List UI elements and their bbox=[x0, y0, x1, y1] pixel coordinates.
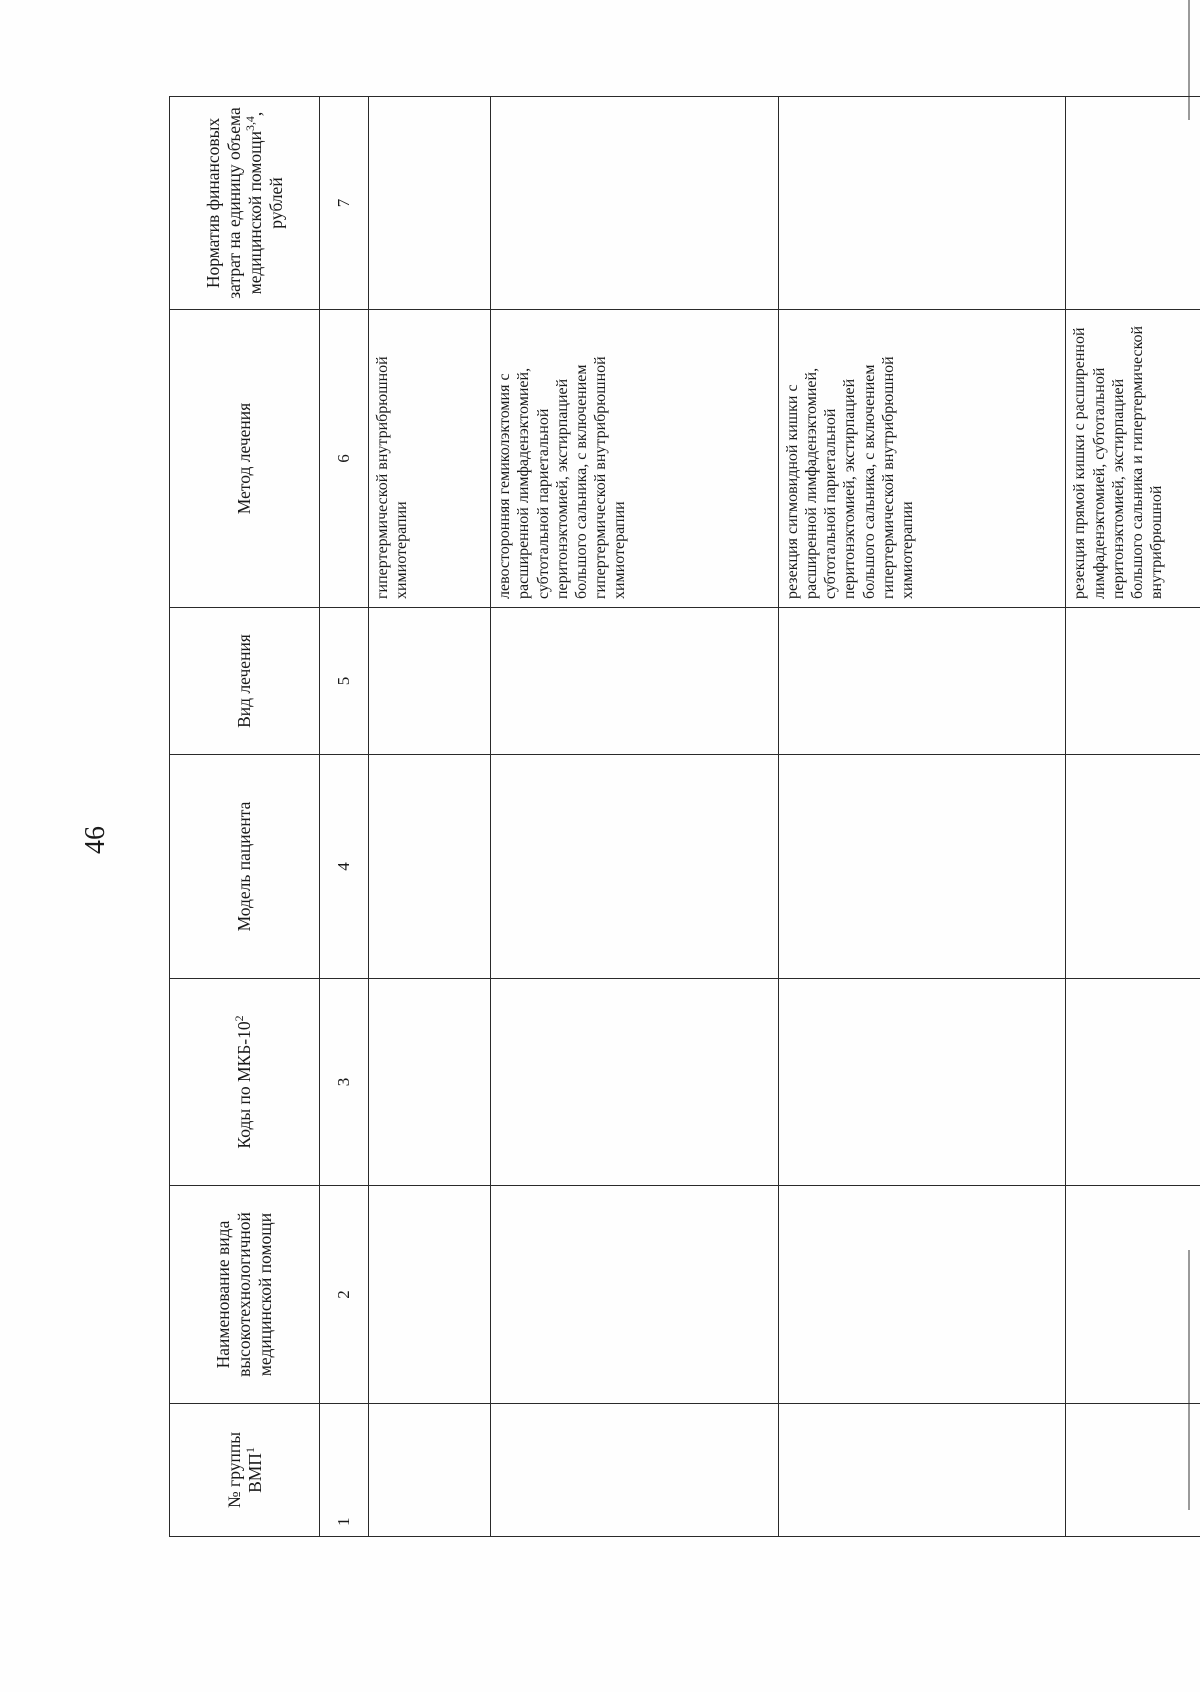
cell-patient-model bbox=[490, 754, 778, 978]
cell-icd10-codes bbox=[368, 978, 491, 1185]
header-icd10-codes: Коды по МКБ-$10^2$ bbox=[169, 978, 319, 1185]
cell-treatment-method: левосторонняя гемиколэктомия с расширенной лимфаденэктомией, субтотальной париетальной перитонэктомией, экстирпацией большого сальника, с включением гипертермической внутрибрюшной химиотерапии bbox=[490, 309, 778, 607]
cell-cost-norm bbox=[778, 96, 1066, 309]
cell-group-number bbox=[368, 1403, 491, 1536]
cell-icd10-codes bbox=[1065, 978, 1200, 1185]
cell-icd10-codes bbox=[490, 978, 778, 1185]
column-number: 4 bbox=[319, 754, 368, 978]
cell-treatment-type bbox=[1065, 607, 1200, 754]
cell-care-type-name bbox=[778, 1185, 1066, 1403]
cell-cost-norm bbox=[490, 96, 778, 309]
column-number-row bbox=[319, 96, 368, 1536]
header-care-type-name: Наименование вида высокотехнологичной медицинской помощи bbox=[169, 1185, 319, 1403]
cell-treatment-type bbox=[368, 607, 491, 754]
column-number: 6 bbox=[319, 309, 368, 607]
cell-care-type-name bbox=[1065, 1185, 1200, 1403]
cell-group-number bbox=[778, 1403, 1066, 1536]
cell-patient-model bbox=[1065, 754, 1200, 978]
cell-treatment-method: резекция прямой кишки с расширенной лимфаденэктомией, субтотальной перитонэктомией, экстирпацией большого сальника и гипертермической внутрибрюшной bbox=[1065, 309, 1200, 607]
column-number: 3 bbox=[319, 978, 368, 1185]
vmp-table bbox=[169, 96, 1200, 1537]
cell-treatment-method: гипертермической внутрибрюшной химиотерапии bbox=[368, 309, 491, 607]
table-row bbox=[778, 96, 1066, 1536]
cell-treatment-method: резекция сигмовидной кишки с расширенной лимфаденэктомией, субтотальной париетальной перитонэктомией, экстирпацией большого сальника, с включением гипертермической внутрибрюшной химиотерапии bbox=[778, 309, 1066, 607]
column-number: 7 bbox=[319, 96, 368, 309]
table-row bbox=[368, 96, 491, 1536]
cell-patient-model bbox=[368, 754, 491, 978]
header-cost-norm: Норматив финансовых затрат на единицу объема медицинской помощи$^{3,4}$, рублей bbox=[169, 96, 319, 309]
header-group-number: № группы ВМП$^1$ bbox=[169, 1403, 319, 1536]
table-row bbox=[490, 96, 778, 1536]
cell-group-number bbox=[1065, 1403, 1200, 1536]
cell-treatment-type bbox=[490, 607, 778, 754]
cell-icd10-codes bbox=[778, 978, 1066, 1185]
cell-treatment-type bbox=[778, 607, 1066, 754]
header-treatment-type: Вид лечения bbox=[169, 607, 319, 754]
header-patient-model: Модель пациента bbox=[169, 754, 319, 978]
cell-group-number bbox=[490, 1403, 778, 1536]
cell-patient-model bbox=[778, 754, 1066, 978]
column-number: 1 bbox=[319, 1403, 368, 1536]
cell-care-type-name bbox=[490, 1185, 778, 1403]
cell-care-type-name bbox=[368, 1185, 491, 1403]
cell-cost-norm bbox=[1065, 96, 1200, 309]
header-treatment-method: Метод лечения bbox=[169, 309, 319, 607]
column-number: 5 bbox=[319, 607, 368, 754]
page-number: 46 bbox=[80, 826, 111, 854]
table-header-row bbox=[169, 96, 319, 1536]
table-container bbox=[168, 96, 1200, 1536]
column-number: 2 bbox=[319, 1185, 368, 1403]
table-row bbox=[1065, 96, 1200, 1536]
cell-cost-norm bbox=[368, 96, 491, 309]
